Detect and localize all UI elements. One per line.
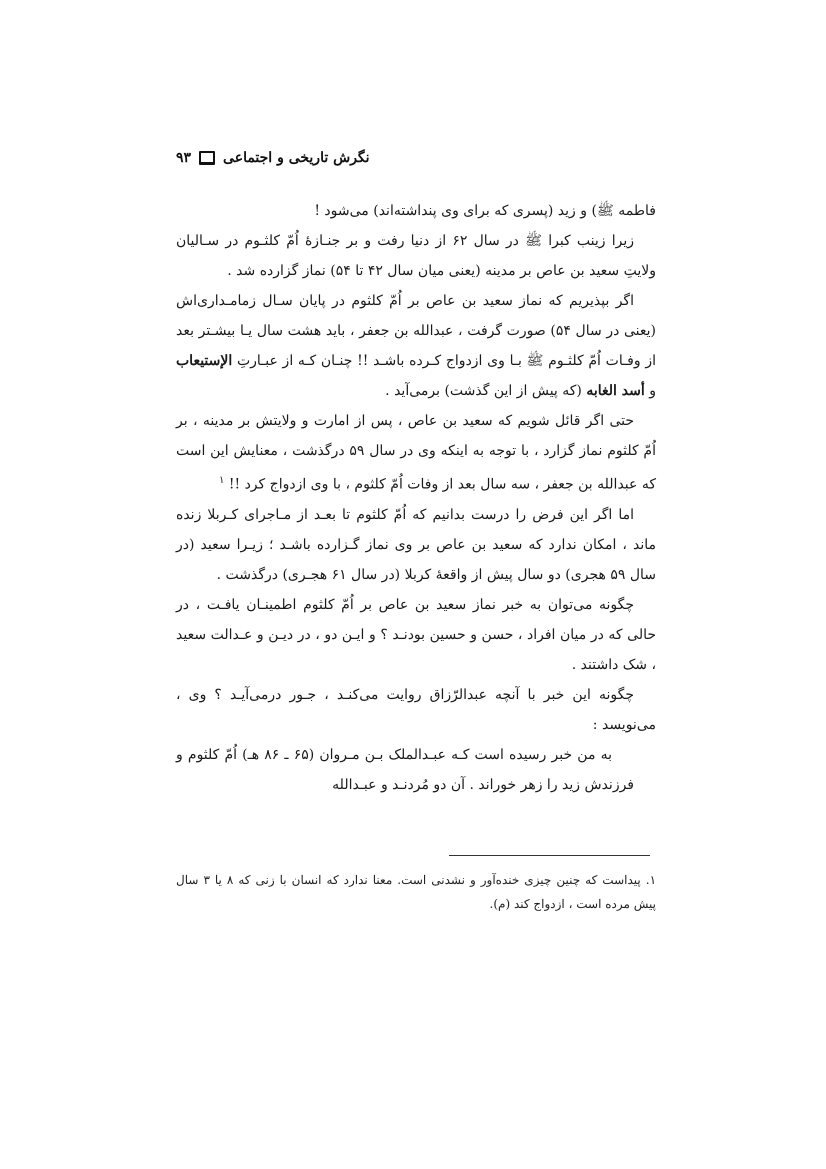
- paragraph: زیرا زینب کبرا ﷺ در سال ۶۲ از دنیا رفت و بر جنـازهٔ اُمّ کلثـوم در سـالیان ولایتِ سعید بن عاص بر مدینه (یعنی میان سال ۴۲ تا ۵۴) نماز گزارده شد .: [176, 233, 656, 279]
- book-title: الإستیعاب: [176, 353, 233, 369]
- paragraph-text: (که پیش از این گذشت) برمی‌آید .: [385, 383, 587, 399]
- footnote-divider: [449, 855, 650, 856]
- conjunction: و: [644, 383, 656, 399]
- paragraph: اما اگر این فرض را درست بدانیم که اُمّ کلثوم تا بعـد از مـاجرای کـربلا زنده ماند ، امکان ندارد که سعید بن عاص بر وی نماز گـزارده باشـد ؛ زیـرا سعید (در سال ۵۹ هجری) دو سال پیش از واقعهٔ کربلا (در سال ۶۱ هجـری) درگذشت .: [176, 506, 656, 583]
- paragraph-text: اگر بپذیریم که نماز سعید بن عاص بر اُمّ کلثوم در پایان سـال زمامـداری‌اش (یعنی در سال ۵۴) صورت گرفت ، عبدالله بن جعفر ، باید هشت سال یـا بیشـتر بعد از وفـات اُمّ کلثـوم ﷺ بـا وی ازدواج کـرده باشـد !! چنـان کـه از عبـارتِ: [176, 293, 656, 369]
- paragraph-text: حتی اگر قائل شویم که سعید بن عاص ، پس از امارت و ولایتش بر مدینه ، بر اُمّ کلثوم نماز گزارد ، با توجه به اینکه وی در سال ۵۹ درگذشت ، معنایش این است که عبدالله بن جعفر ، سه سال بعد از وفات اُمّ کلثوم ، با وی ازدواج کرد !!: [176, 413, 656, 493]
- running-title: نگرش تاریخی و اجتماعی: [223, 150, 370, 166]
- running-header: [176, 150, 656, 174]
- paragraph: فاطمه ﷺ) و زید (پسری که برای وی پنداشته‌اند) می‌شود !: [314, 203, 656, 219]
- paragraph: [176, 406, 656, 500]
- book-title: أسد الغابه: [586, 383, 645, 399]
- page-number: ۹۳: [176, 150, 192, 166]
- paragraph: چگونه می‌توان به خبر نماز سعید بن عاص بر اُمّ کلثوم اطمینـان یافـت ، در حالی که در میان افراد ، حسن و حسین بودنـد ؟ و ایـن دو ، در دیـن و عـدالت سعید ، شک داشتند .: [176, 596, 656, 673]
- paragraph: [176, 286, 656, 406]
- footnote-marker: ۱: [219, 475, 225, 486]
- footnote: ۱. پیداست که چنین چیزی خنده‌آور و نشدنی است. معنا ندارد که انسان با زنی که ۸ یا ۳ سال پیش مرده است ، ازدواج کند (م).: [176, 873, 657, 911]
- main-text: [176, 196, 656, 800]
- paragraph: چگونه این خبر با آنچه عبدالرّزاق روایت می‌کنـد ، جـور درمی‌آیـد ؟ وی ، می‌نویسد :: [176, 686, 656, 733]
- quotation: به من خبر رسیده است کـه عبـدالملک بـن مـروان (۶۵ ـ ۸۶ هـ) اُمّ کلثوم و فرزندش زید را زهر خوراند . آن دو مُردنـد و عبـدالله: [176, 746, 634, 793]
- book-icon: [199, 151, 215, 165]
